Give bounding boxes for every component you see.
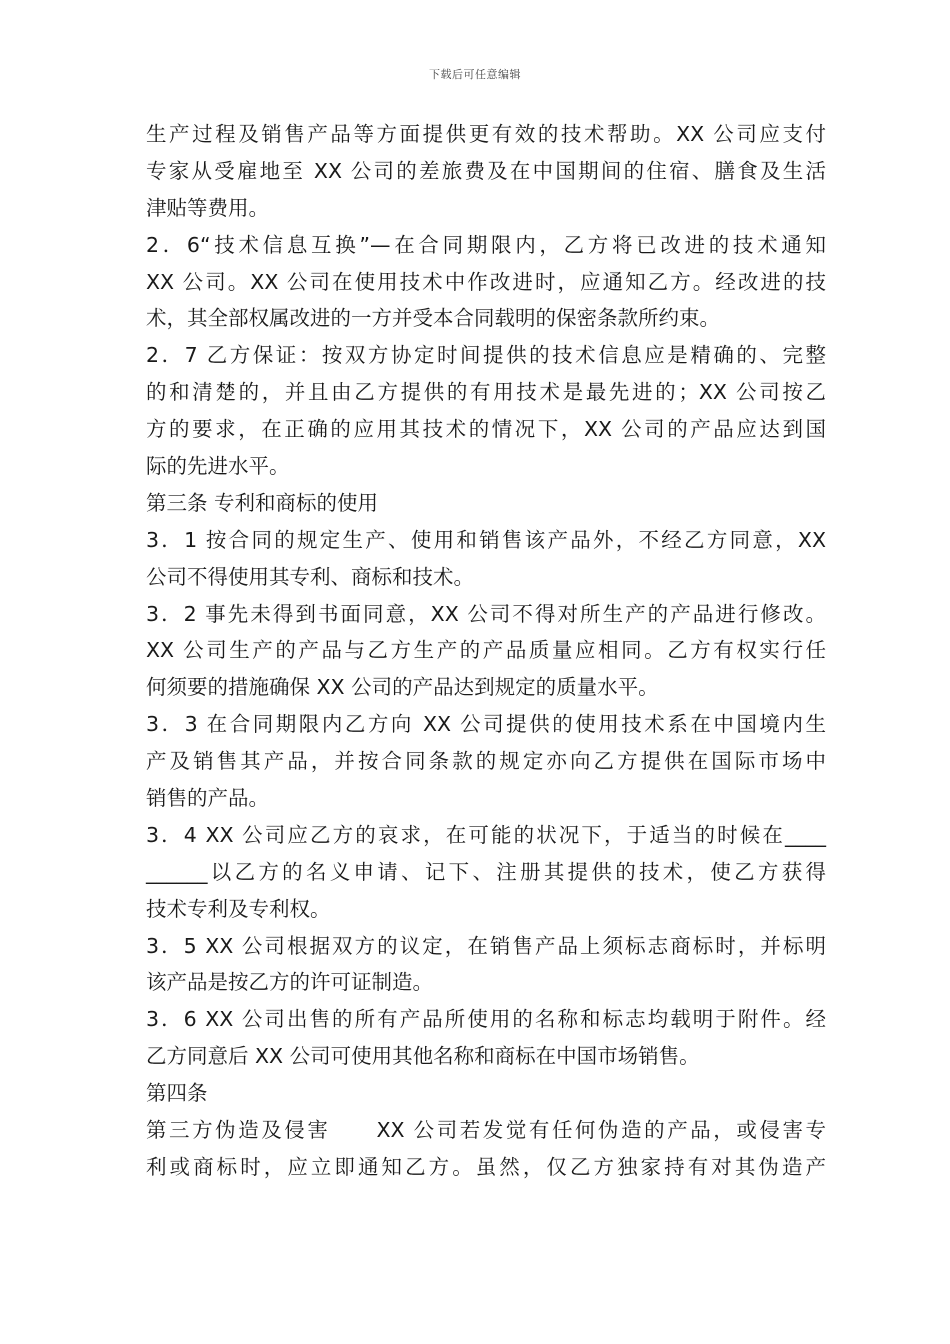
text-line: 3．3 在合同期限内乙方向 XX 公司提供的使用技术系在中国境内生 (146, 712, 826, 737)
text-line: 乙方同意后 XX 公司可使用其他名称和商标在中国市场销售。 (146, 1044, 700, 1069)
text-line: 2．7 乙方保证：按双方协定时间提供的技术信息应是精确的、完整 (146, 343, 826, 368)
text-line: 该产品是按乙方的许可证制造。 (146, 970, 433, 995)
text-line: 3．5 XX 公司根据双方的议定，在销售产品上须标志商标时，并标明 (146, 933, 826, 958)
contract-body (146, 116, 826, 1186)
text-line: 方的要求，在正确的应用其技术的情况下，XX 公司的产品应达到国 (146, 417, 826, 442)
text-line: 际的先进水平。 (146, 454, 290, 479)
text-line: 专家从受雇地至 XX 公司的差旅费及在中国期间的住宿、膳食及生活 (146, 158, 826, 183)
page-header-note: 下载后可任意编辑 (429, 68, 521, 81)
text-line: 何须要的措施确保 XX 公司的产品达到规定的质量水平。 (146, 675, 659, 700)
text-line: 3．1 按合同的规定生产、使用和销售该产品外，不经乙方同意，XX (146, 527, 826, 552)
text-line: 生产过程及销售产品等方面提供更有效的技术帮助。XX 公司应支付 (146, 122, 826, 146)
text-line: 利或商标时，应立即通知乙方。虽然，仅乙方独家持有对其伪造产 (146, 1154, 826, 1179)
text-line: XX 公司生产的产品与乙方生产的产品质量应相同。乙方有权实行任 (146, 638, 826, 663)
text-line: 3．2 事先未得到书面同意，XX 公司不得对所生产的产品进行修改。 (146, 601, 826, 626)
text-line: 津贴等费用。 (146, 195, 269, 220)
text-line: XX 公司。XX 公司在使用技术中作改进时，应通知乙方。经改进的技 (146, 269, 826, 294)
text-line: ______以乙方的名义申请、记下、注册其提供的技术，使乙方获得 (146, 859, 826, 884)
text-line: 术，其全部权属改进的一方并受本合同载明的保密条款所约束。 (146, 306, 720, 331)
text-line: 2．6“技术信息互换”—在合同期限内，乙方将已改进的技术通知 (146, 232, 826, 257)
text-line: 技术专利及专利权。 (146, 896, 331, 921)
text-line: 3．6 XX 公司出售的所有产品所使用的名称和标志均载明于附件。经 (146, 1007, 826, 1032)
text-line: 公司不得使用其专利、商标和技术。 (146, 564, 474, 589)
text-line: 销售的产品。 (146, 786, 269, 811)
text-line: 3．4 XX 公司应乙方的哀求，在可能的状况下，于适当的时候在____ (146, 822, 826, 847)
text-line: 产及销售其产品，并按合同条款的规定亦向乙方提供在国际市场中 (146, 749, 826, 774)
text-line: 的和清楚的，并且由乙方提供的有用技术是最先进的；XX 公司按乙 (146, 380, 826, 405)
section-heading: 第四条 (146, 1081, 208, 1106)
text-line: 第三方伪造及侵害 XX 公司若发觉有任何伪造的产品，或侵害专 (146, 1118, 826, 1143)
section-heading: 第三条 专利和商标的使用 (146, 490, 379, 515)
